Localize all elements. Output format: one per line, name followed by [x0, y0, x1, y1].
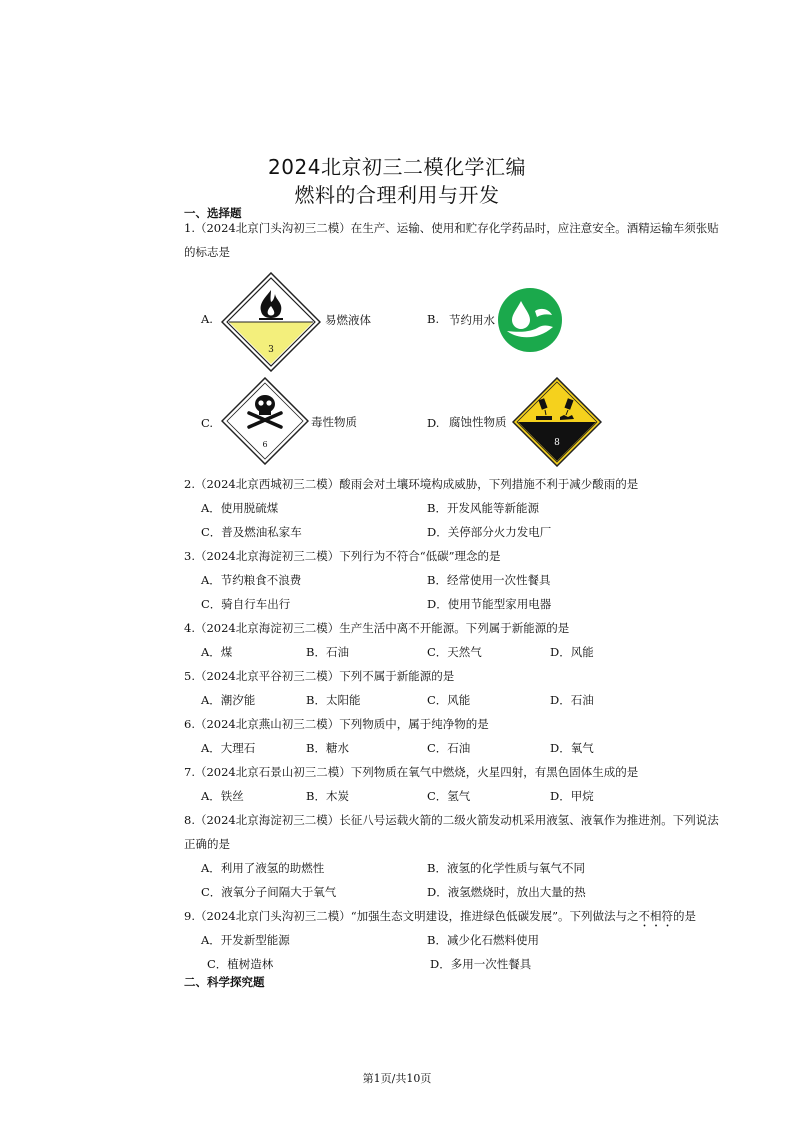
section-heading-inquiry: 二、科学探究题: [184, 975, 265, 989]
q1-option-a-letter: A.: [201, 312, 213, 326]
question-4-text: 4.（2024北京海淀初三二模）生产生活中离不开能源。下列属于新能源的是: [184, 621, 570, 635]
q4-option-a: A．煤: [201, 645, 233, 659]
q8-option-d: D．液氢燃烧时，放出大量的热: [427, 885, 586, 899]
question-1-text: 1.（2024北京门头沟初三二模）在生产、运输、使用和贮存化学药品时，应注意安全。酒精运输车须张贴: [184, 221, 719, 235]
toxic-class-number: 6: [262, 440, 268, 449]
section-heading-choice: 一、选择题: [184, 206, 242, 220]
q2-option-b: B．开发风能等新能源: [427, 501, 539, 515]
question-2-text: 2.（2024北京西城初三二模）酸雨会对土壤环境构成威胁，下列措施不利于减少酸雨的是: [184, 477, 639, 491]
q6-option-c: C．石油: [427, 741, 471, 755]
q1-option-c-letter: C.: [201, 416, 214, 430]
q1-option-d-label: 腐蚀性物质: [449, 415, 507, 429]
document-title: 2024北京初三二模化学汇编: [268, 155, 526, 179]
q1-option-a-label: 易燃液体: [325, 313, 371, 327]
question-9-text: [184, 909, 758, 930]
q1-option-d-letter: D.: [427, 416, 440, 430]
q1-option-c-label: 毒性物质: [311, 415, 357, 429]
q8-option-b: B．液氢的化学性质与氧气不同: [427, 861, 585, 875]
q7-option-d: D．甲烷: [550, 789, 594, 803]
corrosive-icon: [512, 377, 602, 467]
q3-option-a: A．节约粮食不浪费: [201, 573, 302, 587]
question-1-text-cont: 的标志是: [184, 245, 230, 259]
q5-option-b: B．太阳能: [306, 693, 361, 707]
q2-option-d: D．关停部分火力发电厂: [427, 525, 552, 539]
question-9-text-start: 9.（2024北京门头沟初三二模）“加强生态文明建设，推进绿色低碳发展”。下列做法与之: [184, 909, 639, 923]
toxic-skull-icon: [221, 377, 309, 465]
q9-option-a: A．开发新型能源: [201, 933, 290, 947]
question-5-text: 5.（2024北京平谷初三二模）下列不属于新能源的是: [184, 669, 455, 683]
document-subtitle: 燃料的合理利用与开发: [294, 183, 500, 207]
q7-option-b: B．木炭: [306, 789, 349, 803]
q5-option-a: A．潮汐能: [201, 693, 256, 707]
flammable-liquid-icon: [221, 272, 321, 372]
corrosive-class-number: 8: [554, 438, 560, 448]
q6-option-a: A．大理石: [201, 741, 256, 755]
q3-option-d: D．使用节能型家用电器: [427, 597, 552, 611]
q8-option-c: C．液氧分子间隔大于氧气: [201, 885, 337, 899]
q1-option-b-label: 节约用水: [449, 313, 495, 327]
q7-option-a: A．铁丝: [201, 789, 244, 803]
q3-option-b: B．经常使用一次性餐具: [427, 573, 551, 587]
q9-option-c: C．植树造林: [207, 957, 274, 971]
q2-option-a: A．使用脱硫煤: [201, 501, 279, 515]
flammable-class-number: 3: [268, 345, 274, 355]
q5-option-d: D．石油: [550, 693, 594, 707]
page-footer: 第1页/共10页: [362, 1072, 432, 1085]
q9-option-d: D．多用一次性餐具: [430, 957, 532, 971]
question-8-text: 8.（2024北京海淀初三二模）长征八号运载火箭的二级火箭发动机采用液氢、液氧作为推进剂。下列说法: [184, 813, 719, 827]
question-7-text: 7.（2024北京石景山初三二模）下列物质在氧气中燃烧，火星四射，有黑色固体生成的是: [184, 765, 639, 779]
q6-option-d: D．氧气: [550, 741, 594, 755]
q4-option-d: D．风能: [550, 645, 594, 659]
q9-option-b: B．减少化石燃料使用: [427, 933, 539, 947]
question-9-emphasis: 不相符: [638, 909, 673, 923]
q3-option-c: C．骑自行车出行: [201, 597, 291, 611]
question-6-text: 6.（2024北京燕山初三二模）下列物质中，属于纯净物的是: [184, 717, 489, 731]
q2-option-c: C．普及燃油私家车: [201, 525, 302, 539]
q5-option-c: C．风能: [427, 693, 471, 707]
question-3-text: 3.（2024北京海淀初三二模）下列行为不符合“低碳”理念的是: [184, 549, 501, 563]
question-9-text-end: 的是: [673, 909, 696, 923]
q8-option-a: A．利用了液氢的助燃性: [201, 861, 325, 875]
q4-option-b: B．石油: [306, 645, 349, 659]
q1-option-b-letter: B.: [427, 312, 440, 326]
q7-option-c: C．氢气: [427, 789, 471, 803]
water-saving-icon: [497, 287, 563, 353]
question-8-text-cont: 正确的是: [184, 837, 230, 851]
q4-option-c: C．天然气: [427, 645, 482, 659]
q6-option-b: B．糖水: [306, 741, 349, 755]
